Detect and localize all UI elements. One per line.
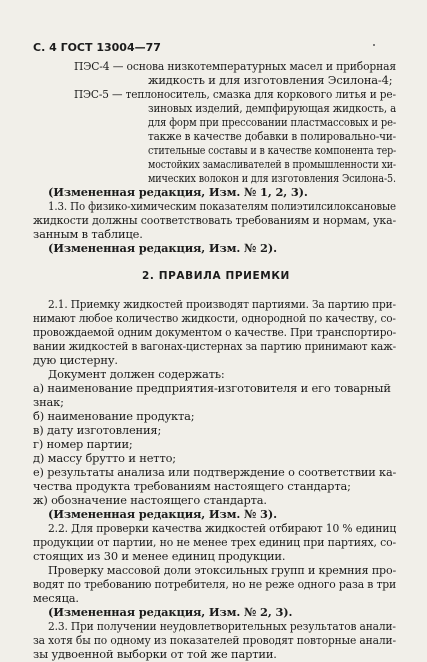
page-header: С. 4 ГОСТ 13004—77: [33, 41, 161, 54]
text-line: ПЭС-4 — основа низкотемпературных масел и приборная: [74, 59, 396, 73]
text-line: б) наименование продукта;: [33, 409, 195, 423]
text-line: жидкость и для изготовления Эсилона-4;: [148, 73, 393, 87]
text-line: 2.1. Приемку жидкостей производят партиями. За партию при-: [48, 297, 396, 311]
text-line: занным в таблице.: [33, 227, 143, 241]
revision-note: (Измененная редакция, Изм. № 3).: [48, 507, 277, 521]
text-line: г) номер партии;: [33, 437, 133, 451]
text-line: зиновых изделий, демпфирующая жидкость, а: [148, 101, 397, 115]
text-line: д) массу брутто и нетто;: [33, 451, 176, 465]
text-line: жидкости должны соответствовать требованиям и нормам, ука-: [33, 213, 397, 227]
revision-note: (Измененная редакция, Изм. № 2).: [48, 241, 277, 255]
text-line: зы удвоенной выборки от той же партии.: [33, 647, 277, 661]
text-line: нимают любое количество жидкости, однородной по качеству, со-: [33, 311, 396, 325]
text-line: Документ должен содержать:: [48, 367, 225, 381]
text-line: а) наименование предприятия-изготовителя и его товарный: [33, 381, 391, 395]
text-line: месяца.: [33, 591, 79, 605]
text-line: стительные составы и в качестве компонента тер-: [148, 143, 397, 157]
text-line: продукции от партии, но не менее трех единиц при партиях, со-: [33, 535, 397, 549]
text-line: е) результаты анализа или подтверждение о соответствии ка-: [33, 465, 397, 479]
text-line: дую цистерну.: [33, 353, 118, 367]
text-line: водят по требованию потребителя, но не реже одного раза в три: [33, 577, 397, 591]
revision-note: (Измененная редакция, Изм. № 2, 3).: [48, 605, 293, 619]
text-line: мостойких замасливателей в промышленности хи-: [148, 157, 396, 171]
text-line: вании жидкостей в вагонах-цистернах за партию принимают каж-: [33, 339, 397, 353]
text-line: ПЭС-5 — теплоноситель, смазка для коркового литья и ре-: [74, 87, 396, 101]
text-line: стоящих из 30 и менее единиц продукции.: [33, 549, 286, 563]
text-line: в) дату изготовления;: [33, 423, 162, 437]
scan-speck: [373, 44, 375, 46]
text-line: 2.2. Для проверки качества жидкостей отбирают 10 % единиц: [48, 521, 397, 535]
text-line: за хотя бы по одному из показателей проводят повторные анали-: [33, 633, 396, 647]
text-line: провождаемой одним документом о качестве. При транспортиро-: [33, 325, 397, 339]
text-line: Проверку массовой доли этоксильных групп и кремния про-: [48, 563, 397, 577]
text-line: мических волокон и для изготовления Эсилона-5.: [148, 171, 396, 185]
revision-note: (Измененная редакция, Изм. № 1, 2, 3).: [48, 185, 308, 199]
text-line: знак;: [33, 395, 64, 409]
text-line: ж) обозначение настоящего стандарта.: [33, 493, 267, 507]
section-heading: 2. ПРАВИЛА ПРИЕМКИ: [142, 270, 290, 282]
text-line: для форм при прессовании пластмассовых и ре-: [148, 115, 397, 129]
text-line: чества продукта требованиям настоящего стандарта;: [33, 479, 351, 493]
text-line: 1.3. По физико-химическим показателям полиэтилсилоксановые: [48, 199, 396, 213]
text-line: также в качестве добавки в полировально-чи-: [148, 129, 396, 143]
text-line: 2.3. При получении неудовлетворительных результатов анали-: [48, 619, 396, 633]
